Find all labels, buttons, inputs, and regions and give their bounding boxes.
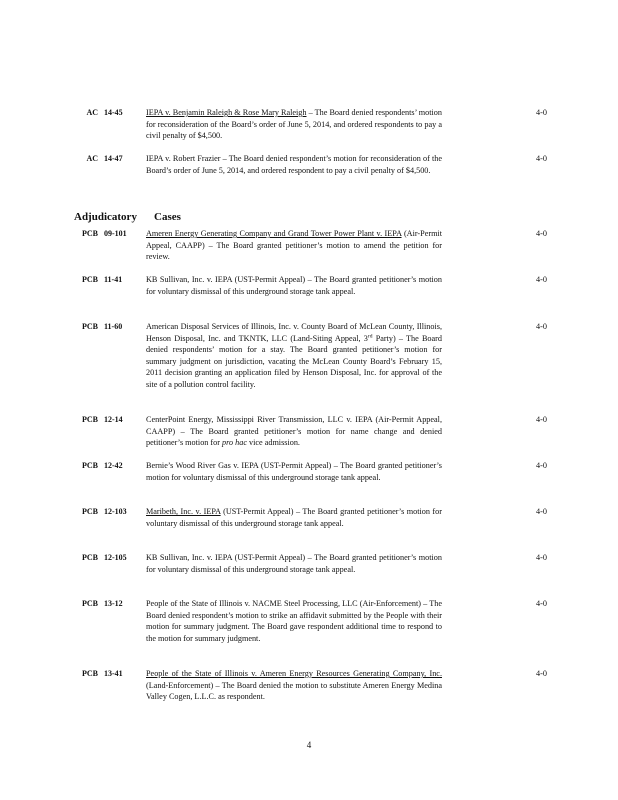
case-summary: American Disposal Services of Illinois, Inc. v. County Board of McLean County, Illinois, Henson Disposal, Inc. and TKNTK, LLC (Land-Siting Appeal, 3 [146, 322, 442, 343]
vote-count: 4-0 [536, 669, 547, 678]
case-text [146, 274, 442, 297]
board-code: PCB [82, 229, 98, 238]
vote-count: 4-0 [536, 599, 547, 608]
vote-count: 4-0 [536, 154, 547, 163]
case-summary: KB Sullivan, Inc. v. IEPA (UST-Permit Appeal) – The Board granted petitioner’s motion for voluntary dismissal of this underground storage tank appeal. [146, 275, 442, 296]
case-summary: IEPA v. Robert Frazier – The Board denied respondent’s motion for reconsideration of the Board’s order of June 5, 2014, and ordered respondent to pay a civil penalty of $4,500. [146, 154, 442, 175]
docket-number: 09-101 [104, 229, 127, 238]
board-code: PCB [82, 507, 98, 516]
vote-count: 4-0 [536, 108, 547, 117]
docket-number: 14-45 [104, 108, 123, 117]
case-caption: Ameren Energy Generating Company and Grand Tower Power Plant v. IEPA [146, 229, 402, 238]
docket-number: 13-12 [104, 599, 123, 608]
case-text [146, 506, 442, 529]
board-code: PCB [82, 553, 98, 562]
case-summary: – The Board denied respondents’ motion for reconsideration of the Board’s order of June 5, 2014, and ordered respondents to pay a civil penalty of $4,500. [146, 108, 442, 141]
docket-number: 14-47 [104, 154, 123, 163]
case-caption: Maribeth, Inc. v. IEPA [146, 507, 221, 516]
docket-number: 11-41 [104, 275, 123, 284]
vote-count: 4-0 [536, 322, 547, 331]
vote-count: 4-0 [536, 507, 547, 516]
case-summary: (Air-Permit Appeal, CAAPP) – The Board granted petitioner’s motion to amend the petition for review. [146, 229, 442, 262]
board-code: PCB [82, 275, 98, 284]
case-summary: (Land-Enforcement) – The Board denied the motion to substitute Ameren Energy Medina Valley Cogen, L.L.C. as respondent. [146, 680, 442, 702]
case-summary: CenterPoint Energy, Mississippi River Transmission, LLC v. IEPA (Air-Permit Appeal, CAAPP) – The Board granted petitioner’s motion for name change and denied petitioner’s motion for [146, 415, 442, 448]
section-heading-cases: Cases [154, 211, 181, 223]
board-code: PCB [82, 461, 98, 470]
vote-count: 4-0 [536, 415, 547, 424]
board-code: PCB [82, 322, 98, 331]
ordinal-suffix: rd [367, 332, 373, 339]
case-text [146, 668, 442, 703]
board-code: AC [86, 108, 98, 117]
case-summary: People of the State of Illinois v. NACME Steel Processing, LLC (Air-Enforcement) – The Board denied respondent’s motion to strike an affidavit submitted by the People with their motion for summary judgment. The Board gave respondent additional time to respond to the motion for summary judgment. [146, 599, 442, 643]
latin-term: pro hac [222, 438, 247, 448]
page-number: 4 [306, 740, 312, 750]
docket-number: 11-60 [104, 322, 123, 331]
docket-number: 12-14 [104, 415, 123, 424]
docket-number: 12-42 [104, 461, 123, 470]
case-text [146, 228, 442, 263]
case-summary-cont: vice admission. [246, 438, 300, 448]
case-text [146, 107, 442, 142]
docket-number: 12-105 [104, 553, 127, 562]
case-caption: People of the State of Illinois v. Ameren Energy Resources Generating Company, Inc. [146, 669, 442, 678]
case-text [146, 598, 442, 644]
board-code: PCB [82, 599, 98, 608]
board-code: PCB [82, 669, 98, 678]
case-text [146, 414, 442, 449]
vote-count: 4-0 [536, 461, 547, 470]
case-summary-cont: Party) – The Board denied respondents’ motion for a stay. The Board granted petitioner’s motion for summary judgment on jurisdiction, vacating the McLean County Board’s February 15, 2011 decision granting an application filed by Henson Disposal, Inc. for approval of the site of a pollution control facility. [146, 333, 442, 389]
board-code: AC [86, 154, 98, 163]
docket-number: 12-103 [104, 507, 127, 516]
docket-number: 13-41 [104, 669, 123, 678]
vote-count: 4-0 [536, 275, 547, 284]
section-heading-adjudicatory: Adjudicatory [74, 211, 137, 223]
case-text [146, 321, 442, 391]
case-text [146, 153, 442, 176]
board-code: PCB [82, 415, 98, 424]
vote-count: 4-0 [536, 553, 547, 562]
case-text [146, 552, 442, 575]
case-caption: IEPA v. Benjamin Raleigh & Rose Mary Raleigh [146, 108, 307, 117]
case-summary: Bernie’s Wood River Gas v. IEPA (UST-Permit Appeal) – The Board granted petitioner’s motion for voluntary dismissal of this underground storage tank appeal. [146, 461, 442, 482]
case-summary: KB Sullivan, Inc. v. IEPA (UST-Permit Appeal) – The Board granted petitioner’s motion for voluntary dismissal of this underground storage tank appeal. [146, 553, 442, 574]
case-summary: (UST-Permit Appeal) – The Board granted petitioner’s motion for voluntary dismissal of this underground storage tank appeal. [146, 507, 442, 528]
case-text [146, 460, 442, 483]
vote-count: 4-0 [536, 229, 547, 238]
